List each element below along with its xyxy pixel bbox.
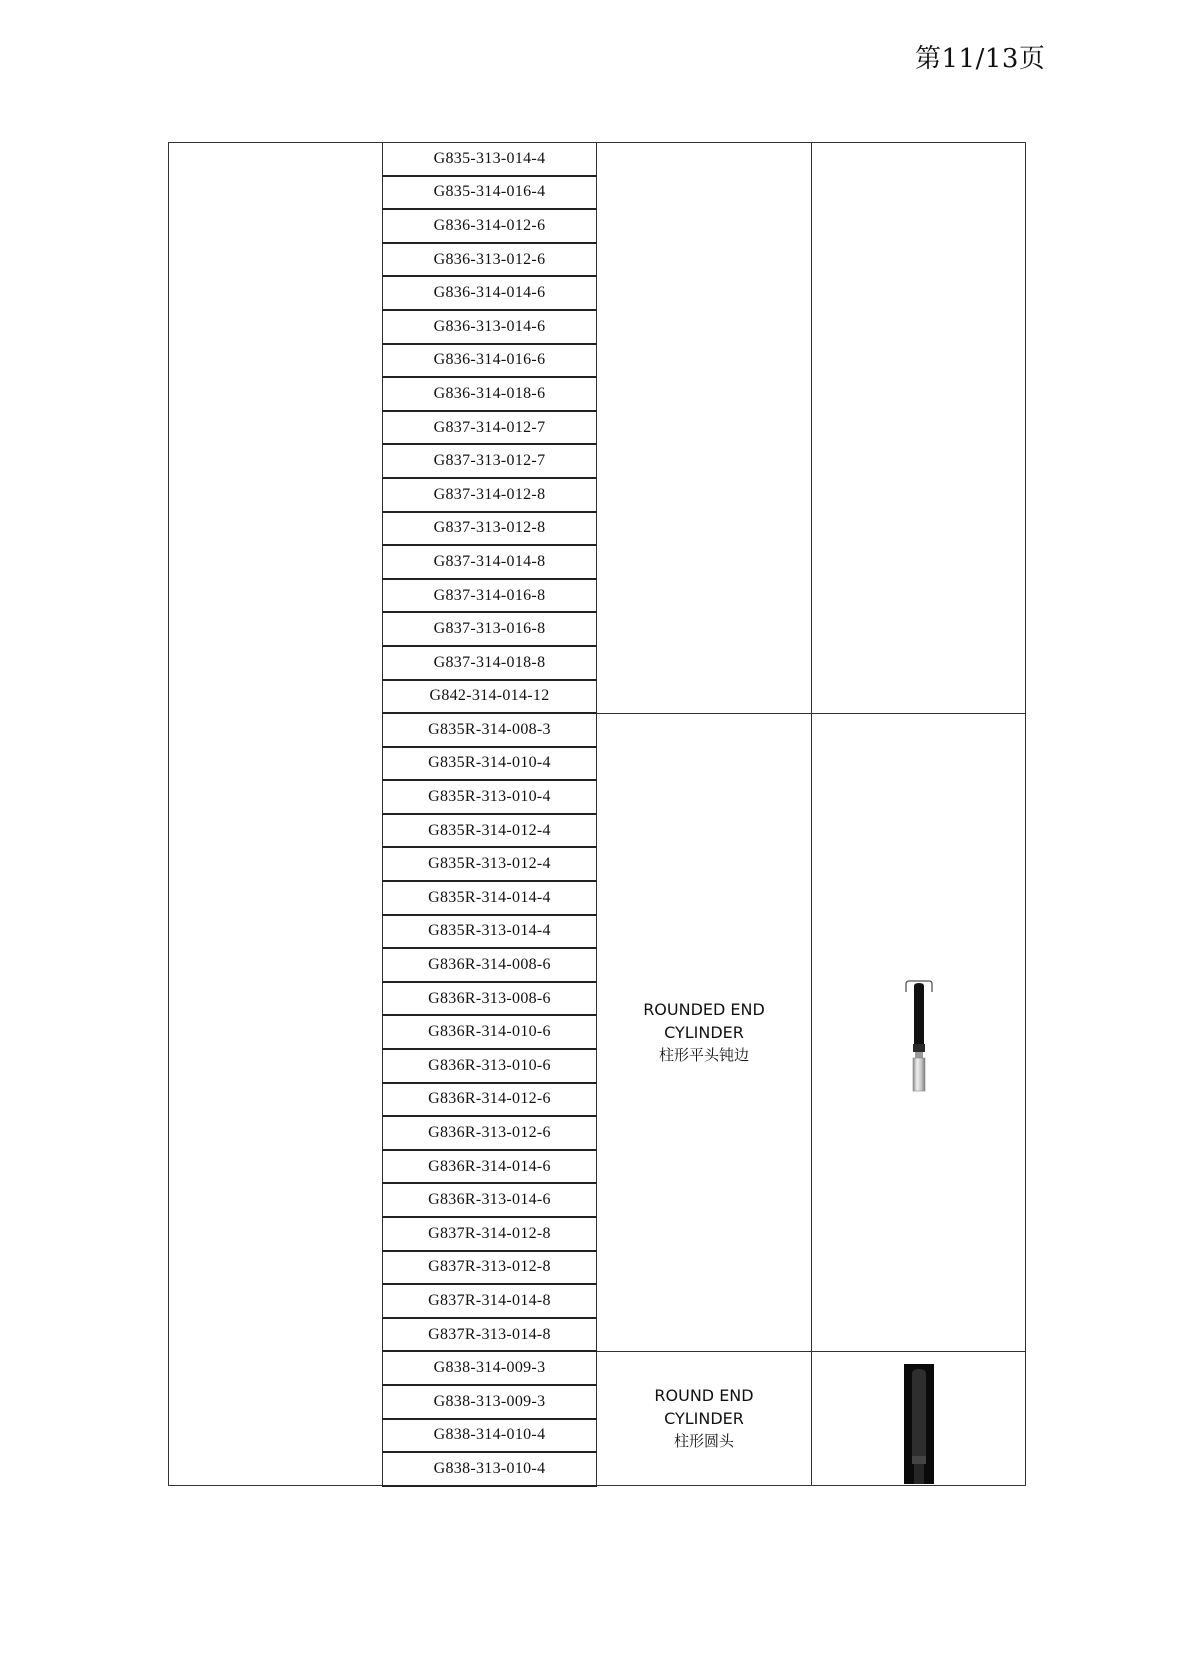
bur-image-cell [812, 143, 1026, 714]
product-code: G836-313-012-6 [383, 243, 597, 277]
product-code: G836R-314-014-6 [383, 1150, 597, 1184]
product-code: G835R-314-012-4 [383, 814, 597, 848]
shape-name-en: ROUND END [654, 1386, 754, 1406]
product-code: G835R-314-010-4 [383, 747, 597, 781]
product-code: G835-313-014-4 [383, 143, 597, 176]
product-code: G835R-313-012-4 [383, 847, 597, 881]
product-code: G836R-314-008-6 [383, 948, 597, 982]
product-code: G838-313-010-4 [383, 1452, 597, 1486]
shape-name-cn: 柱形圆头 [673, 1432, 734, 1451]
product-code: G837-314-012-7 [383, 411, 597, 445]
product-code: G837-313-012-7 [383, 444, 597, 478]
product-code: G837R-313-014-8 [383, 1318, 597, 1352]
round-end-cylinder-bur-icon [902, 1364, 936, 1484]
shape-type-en: CYLINDER [664, 1022, 744, 1042]
product-code: G842-314-014-12 [383, 680, 597, 714]
product-code: G836-314-012-6 [383, 209, 597, 243]
shape-name-cn: 柱形平头钝边 [658, 1045, 749, 1064]
product-code: G836-314-016-6 [383, 344, 597, 378]
product-code: G837-314-018-8 [383, 646, 597, 680]
product-code: G838-314-010-4 [383, 1419, 597, 1453]
shape-type-en: CYLINDER [664, 1409, 744, 1429]
product-code: G836R-313-014-6 [383, 1183, 597, 1217]
product-code: G837R-313-012-8 [383, 1251, 597, 1285]
product-code: G836R-313-008-6 [383, 982, 597, 1016]
bur-image-cell [812, 1351, 1026, 1485]
product-code: G835R-314-014-4 [383, 881, 597, 915]
product-code: G836-313-014-6 [383, 310, 597, 344]
product-code: G836R-314-010-6 [383, 1015, 597, 1049]
table-row [169, 143, 1026, 176]
product-code: G836-314-014-6 [383, 276, 597, 310]
product-code: G835-314-016-4 [383, 176, 597, 210]
product-code: G836R-313-012-6 [383, 1116, 597, 1150]
product-code: G837-313-016-8 [383, 612, 597, 646]
shape-description [597, 713, 812, 1351]
product-code: G837-314-012-8 [383, 478, 597, 512]
catalog-body [169, 143, 1026, 1486]
shape-name-en: ROUNDED END [643, 999, 765, 1019]
shape-description [597, 1351, 812, 1485]
product-code: G837-313-012-8 [383, 512, 597, 546]
product-code: G836-314-018-6 [383, 377, 597, 411]
product-code: G837-314-016-8 [383, 579, 597, 613]
product-code: G837R-314-014-8 [383, 1284, 597, 1318]
product-code: G838-313-009-3 [383, 1385, 597, 1419]
product-code: G837R-314-012-8 [383, 1217, 597, 1251]
product-code: G836R-313-010-6 [383, 1049, 597, 1083]
bur-image-cell [812, 713, 1026, 1351]
page-number: 第11/13页 [915, 44, 1046, 74]
product-code: G838-314-009-3 [383, 1351, 597, 1385]
shape-description [597, 143, 812, 714]
rounded-end-cylinder-bur-icon [902, 980, 936, 1092]
product-code: G836R-314-012-6 [383, 1083, 597, 1117]
product-catalog-table [168, 142, 1026, 1487]
product-code: G837-314-014-8 [383, 545, 597, 579]
product-code: G835R-313-010-4 [383, 780, 597, 814]
category-cell [169, 143, 383, 1486]
product-code: G835R-313-014-4 [383, 915, 597, 949]
product-code: G835R-314-008-3 [383, 713, 597, 747]
